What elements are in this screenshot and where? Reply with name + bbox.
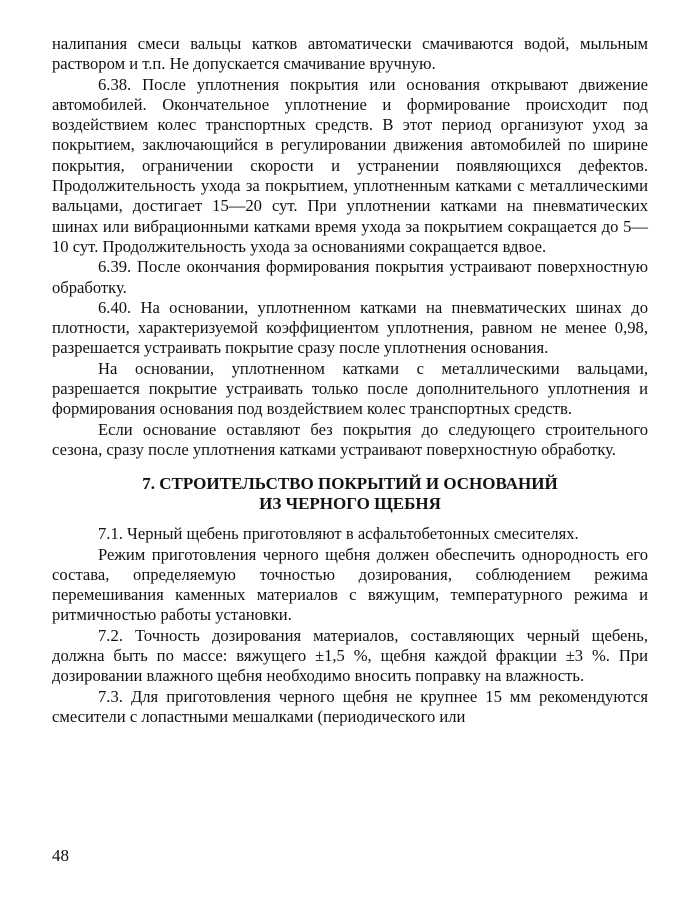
paragraph-6-38: 6.38. После уплотнения покрытия или основания открывают движение автомобилей. Окончательное уплотнение и формирование происходит под воздействием колес транспортных средств. В этот период организуют уход за покрытием, заключающийся в регулировании движения автомобилей по ширине покрытия, ограничении скорости и устранении появляющихся дефектов. Продолжительность ухода за покрытием, уплотненным катками с металлическими вальцами, достигает 15—20 сут. При уплотнении катками на пневматических шинах или вибрационными катками время ухода за покрытием сокращается до 5—10 сут. Продолжительность ухода за основаниями сокращается вдвое. (52, 74, 648, 256)
page-number: 48 (52, 846, 69, 865)
paragraphs-bottom (52, 524, 648, 727)
page-body (52, 34, 648, 727)
paragraph-next-season: Если основание оставляют без покрытия до следующего строительного сезона, сразу после уплотнения катками устраивают поверхностную обработку. (52, 419, 648, 459)
paragraph-6-40: 6.40. На основании, уплотненном катками на пневматических шинах до плотности, характеризуемой коэффициентом уплотнения, равном не менее 0,98, разрешается устраивать покрытие сразу после уплотнения основания. (52, 297, 648, 358)
section-heading-line-1: 7. СТРОИТЕЛЬСТВО ПОКРЫТИЙ И ОСНОВАНИЙ (142, 474, 558, 494)
paragraph-mode: Режим приготовления черного щебня должен обеспечить однородность его состава, определяемую точностью дозирования, соблюдением режима перемешивания каменных материалов с вяжущим, температурного режима и ритмичностью работы установки. (52, 544, 648, 625)
paragraph-7-1: 7.1. Черный щебень приготовляют в асфальтобетонных смесителях. (98, 524, 579, 544)
paragraph-6-39: 6.39. После окончания формирования покрытия устраивают поверхностную обработку. (52, 257, 648, 297)
paragraph-7-2: 7.2. Точность дозирования материалов, составляющих черный щебень, должна быть по массе: вяжущего ±1,5 %, щебня каждой фракции ±3 %. При дозировании влажного щебня необходимо вносить поправку на влажность. (52, 625, 648, 686)
paragraph-continuation: налипания смеси вальцы катков автоматически смачиваются водой, мыльным раствором и т.п. Не допускается смачивание вручную. (52, 34, 648, 74)
paragraph-7-3: 7.3. Для приготовления черного щебня не крупнее 15 мм рекомендуются смесители с лопастными мешалками (периодического или (52, 686, 648, 726)
section-heading (52, 474, 648, 514)
paragraphs-top (52, 34, 648, 460)
paragraph-metal-rollers: На основании, уплотненном катками с металлическими вальцами, разрешается покрытие устраивать только после дополнительного уплотнения и формирования основания под воздействием колес транспортных средств. (52, 358, 648, 419)
section-heading-line-2: ИЗ ЧЕРНОГО ЩЕБНЯ (259, 494, 441, 514)
